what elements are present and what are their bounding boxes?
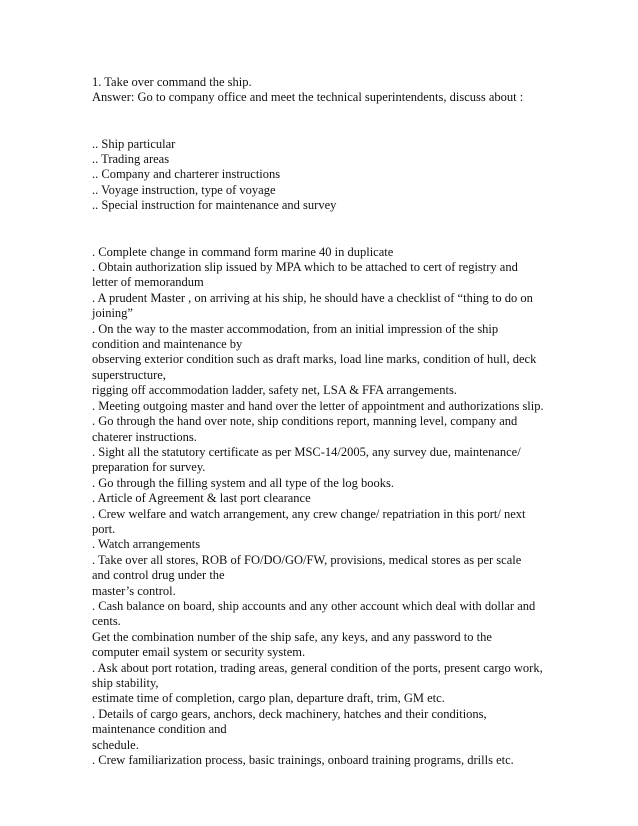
step-line: port. bbox=[92, 521, 116, 536]
spacer bbox=[92, 214, 562, 245]
step-line: . Details of cargo gears, anchors, deck machinery, hatches and their conditions, bbox=[92, 706, 487, 721]
list-item: .. Special instruction for maintenance and survey bbox=[92, 198, 337, 213]
step-line: Get the combination number of the ship safe, any keys, and any password to the bbox=[92, 629, 492, 644]
step-line: . Sight all the statutory certificate as per MSC-14/2005, any survey due, maintenance/ bbox=[92, 444, 521, 459]
step-line: . Take over all stores, ROB of FO/DO/GO/FW, provisions, medical stores as per scale bbox=[92, 552, 522, 567]
list-item: .. Trading areas bbox=[92, 152, 170, 167]
step-line: . Obtain authorization slip issued by MPA which to be attached to cert of registry and bbox=[92, 260, 518, 275]
step-line: cents. bbox=[92, 614, 121, 629]
discuss-list bbox=[92, 137, 562, 214]
step-line: rigging off accommodation ladder, safety net, LSA & FFA arrangements. bbox=[92, 383, 457, 398]
step-line: . Go through the hand over note, ship conditions report, manning level, company and bbox=[92, 414, 518, 429]
step-line: . Crew welfare and watch arrangement, any crew change/ repatriation in this port/ next bbox=[92, 506, 526, 521]
step-line: . Complete change in command form marine 40 in duplicate bbox=[92, 244, 394, 259]
step-line: ship stability, bbox=[92, 676, 159, 691]
step-line: . Watch arrangements bbox=[92, 537, 201, 552]
spacer bbox=[92, 106, 562, 137]
document-body bbox=[92, 75, 562, 768]
step-line: . Cash balance on board, ship accounts and any other account which deal with dollar and bbox=[92, 598, 536, 613]
step-line: . Article of Agreement & last port clearance bbox=[92, 491, 311, 506]
step-line: . A prudent Master , on arriving at his ship, he should have a checklist of “thing to do on bbox=[92, 290, 533, 305]
question-heading: 1. Take over command the ship. bbox=[92, 75, 252, 89]
list-item: .. Company and charterer instructions bbox=[92, 167, 281, 182]
step-line: and control drug under the bbox=[92, 568, 225, 583]
step-line: estimate time of completion, cargo plan, departure draft, trim, GM etc. bbox=[92, 691, 445, 706]
steps-list bbox=[92, 245, 562, 769]
step-line: joining” bbox=[92, 306, 133, 321]
step-line: chaterer instructions. bbox=[92, 429, 197, 444]
step-line: letter of memorandum bbox=[92, 275, 204, 290]
step-line: . On the way to the master accommodation, from an initial impression of the ship bbox=[92, 321, 499, 336]
answer-intro: Answer: Go to company office and meet the technical superintendents, discuss about : bbox=[92, 90, 524, 105]
step-line: observing exterior condition such as draft marks, load line marks, condition of hull, deck bbox=[92, 352, 537, 367]
step-line: preparation for survey. bbox=[92, 460, 206, 475]
step-line: . Meeting outgoing master and hand over the letter of appointment and authorizations slip. bbox=[92, 398, 544, 413]
step-line: . Ask about port rotation, trading areas, general condition of the ports, present cargo work, bbox=[92, 660, 543, 675]
step-line: computer email system or security system. bbox=[92, 645, 306, 660]
step-line: master’s control. bbox=[92, 583, 176, 598]
list-item: .. Voyage instruction, type of voyage bbox=[92, 182, 276, 197]
list-item: .. Ship particular bbox=[92, 136, 176, 151]
step-line: maintenance condition and bbox=[92, 722, 227, 737]
step-line: superstructure, bbox=[92, 367, 166, 382]
step-line: schedule. bbox=[92, 737, 139, 752]
step-line: condition and maintenance by bbox=[92, 337, 243, 352]
step-line: . Go through the filling system and all type of the log books. bbox=[92, 475, 395, 490]
step-line: . Crew familiarization process, basic trainings, onboard training programs, drills etc. bbox=[92, 753, 514, 768]
